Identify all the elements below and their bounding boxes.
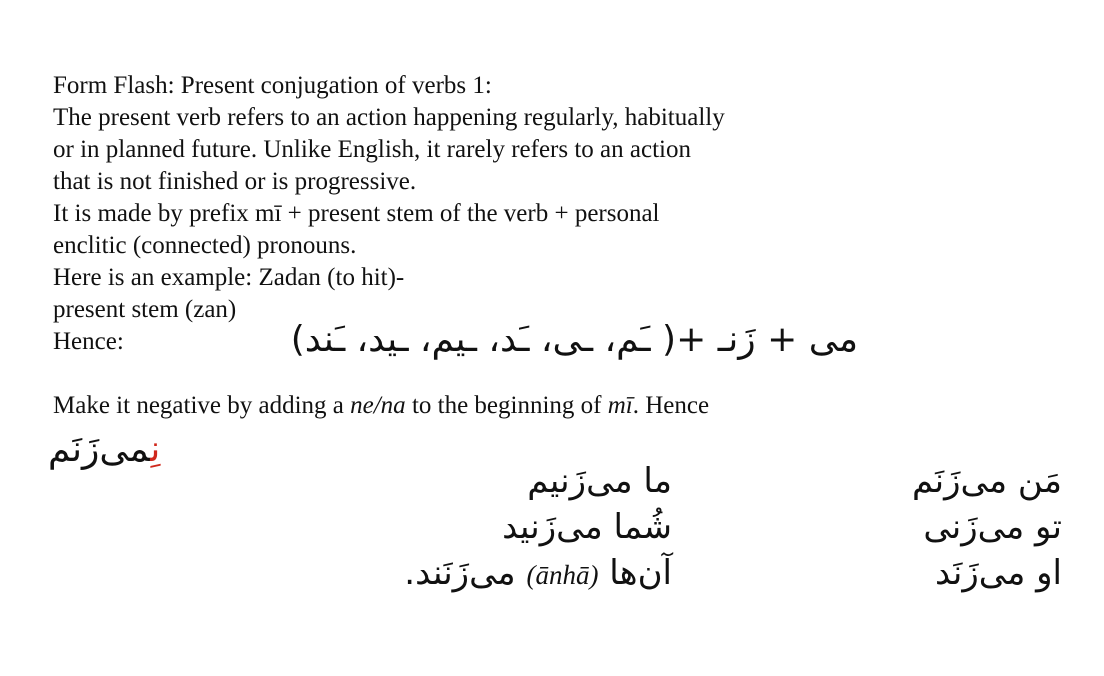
negative-sentence xyxy=(53,390,709,422)
ne-na-term: ne/na xyxy=(350,392,406,419)
intro-line: The present verb refers to an action happening regularly, habitually xyxy=(53,104,725,131)
hence-label: Hence: xyxy=(53,328,124,355)
plural-first-person: ما می‌زَنیم xyxy=(527,461,672,501)
intro-line: that is not finished or is progressive. xyxy=(53,168,417,195)
intro-line: Here is an example: Zadan (to hit)- xyxy=(53,264,405,291)
negative-text-before: Make it negative by adding a xyxy=(53,392,351,419)
anha-word: آن‌ها xyxy=(609,553,672,593)
intro-line: enclitic (connected) pronouns. xyxy=(53,232,357,259)
mi-term: mī xyxy=(607,392,633,419)
negative-verb: می‌زَنَم xyxy=(48,429,151,470)
plural-third-person xyxy=(404,549,672,599)
intro-line: present stem (zan) xyxy=(53,296,237,323)
negative-example xyxy=(48,428,160,472)
plural-third-verb: می‌زَنَند. xyxy=(404,553,516,593)
conjugation-formula: می + زَنـ +( ـَم، ـی، ـَد، ـیم، ـید، ـَند) xyxy=(290,319,858,360)
negative-text-middle: to the beginning of xyxy=(405,392,608,419)
negative-text-after: . Hence xyxy=(632,392,710,419)
negative-prefix: نِ xyxy=(150,429,161,470)
singular-second-person: تو می‌زَنی xyxy=(923,507,1062,547)
intro-line: or in planned future. Unlike English, it rarely refers to an action xyxy=(53,136,691,163)
plural-second-person: شُما می‌زَنید xyxy=(502,507,672,547)
singular-third-person: او می‌زَنَد xyxy=(935,553,1062,593)
anha-transliteration: (ānhā) xyxy=(526,560,599,590)
intro-line: It is made by prefix mī + present stem of the verb + personal xyxy=(53,200,660,227)
singular-first-person: مَن می‌زَنَم xyxy=(912,461,1062,501)
title-line: Form Flash: Present conjugation of verbs 1: xyxy=(53,72,492,99)
